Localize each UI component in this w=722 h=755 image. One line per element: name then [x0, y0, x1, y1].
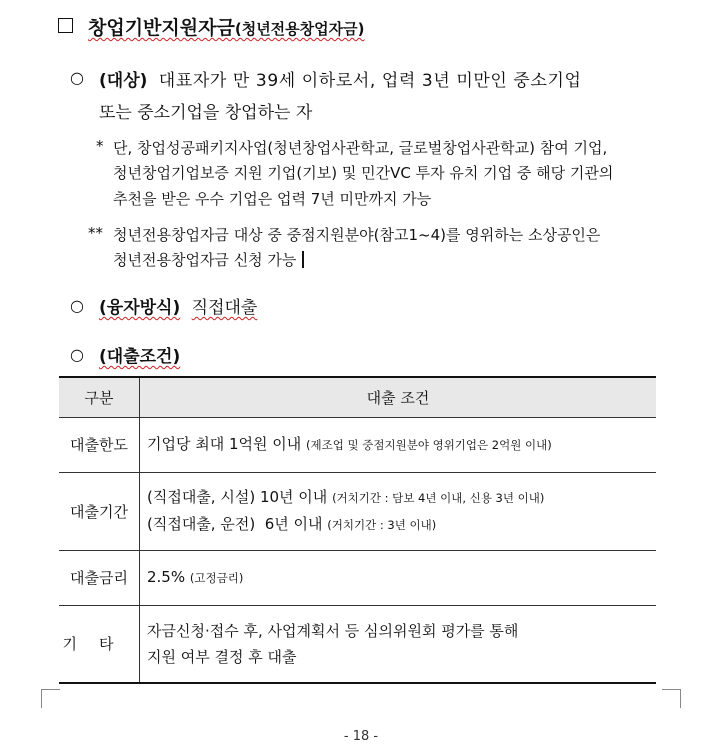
- row-other-label: 기타: [59, 605, 140, 683]
- row-limit-main: 기업당 최대 1억원 이내: [147, 435, 302, 453]
- row-other-line-1: 자금신청·접수 후, 사업계획서 등 심의위원회 평가를 통해: [147, 621, 519, 640]
- header-conditions: 대출 조건: [140, 377, 657, 417]
- row-period-line-2: [147, 511, 656, 538]
- table-row: [59, 605, 656, 683]
- page-number: - 18 -: [343, 729, 379, 744]
- row-rate-value: [140, 550, 657, 605]
- row-other-line-2: 지원 여부 결정 후 대출: [147, 647, 297, 666]
- bullet-financing: ○: [70, 296, 84, 315]
- financing-line: [99, 293, 257, 318]
- note2-line-2: [113, 249, 304, 270]
- row-limit-value: [140, 417, 657, 472]
- table-header-row: [59, 377, 656, 417]
- section-title: [88, 13, 364, 40]
- conditions-label: (대출조건): [99, 347, 181, 367]
- checkbox-square-icon: [58, 18, 73, 33]
- bullet-conditions: ○: [70, 345, 84, 364]
- note2-line-1: 청년전용창업자금 대상 중 중점지원분야(참고1~4)를 영위하는 소상공인은: [113, 226, 601, 244]
- crop-mark-right: [662, 689, 681, 708]
- target-text-1: 대표자가 만 39세 이하로서, 업력 3년 미만인 중소기업: [158, 71, 582, 91]
- row-rate-note: (고정금리): [189, 571, 244, 585]
- row-period-line-1-main: (직접대출, 시설) 10년 이내: [147, 488, 328, 506]
- table-row: [59, 472, 656, 550]
- text-cursor: [302, 251, 304, 268]
- conditions-line: [99, 342, 180, 367]
- crop-mark-left: [41, 689, 60, 708]
- row-period-label: 대출기간: [59, 472, 140, 550]
- note1-line-3: 추천을 받은 우수 기업은 업력 7년 미만까지 가능: [113, 190, 432, 208]
- row-rate-main: 2.5%: [147, 568, 186, 586]
- row-limit-label: 대출한도: [59, 417, 140, 472]
- section-title-sub: (청년전용창업자금): [234, 20, 365, 38]
- header-category: 구분: [59, 377, 140, 417]
- row-limit-note: (제조업 및 중점지원분야 영위기업은 2억원 이내): [306, 438, 552, 452]
- target-text-2: 또는 중소기업을 창업하는 자: [99, 103, 313, 123]
- table-row: [59, 550, 656, 605]
- financing-label: (융자방식): [99, 298, 181, 318]
- target-label: (대상): [99, 71, 148, 91]
- row-other-value: [140, 605, 657, 683]
- bullet-target: ○: [70, 68, 84, 87]
- note1-line-2: 청년창업기업보증 지원 기업(기보) 및 민간VC 투자 유치 기업 중 해당 기관의: [113, 164, 614, 182]
- row-rate-label: 대출금리: [59, 550, 140, 605]
- loan-conditions-table: [59, 376, 656, 684]
- table-row: [59, 417, 656, 472]
- row-period-line-2-note: (거치기간 : 3년 이내): [327, 518, 437, 532]
- section-title-main: 창업기반지원자금: [88, 17, 235, 39]
- row-period-value: [140, 472, 657, 550]
- financing-value: 직접대출: [191, 298, 258, 318]
- target-line-1: [99, 66, 582, 91]
- note2-mark: **: [88, 224, 103, 242]
- note1-line-1: 단, 창업성공패키지사업(청년창업사관학교, 글로벌창업사관학교) 참여 기업,: [113, 139, 608, 157]
- row-period-line-1-note: (거치기간 : 담보 4년 이내, 신용 3년 이내): [332, 491, 545, 505]
- row-period-line-2-main: (직접대출, 운전) 6년 이내: [147, 515, 323, 533]
- row-period-line-1: [147, 484, 656, 511]
- note1-mark: *: [96, 137, 104, 155]
- note2-line-2-text: 청년전용창업자금 신청 가능: [113, 251, 297, 269]
